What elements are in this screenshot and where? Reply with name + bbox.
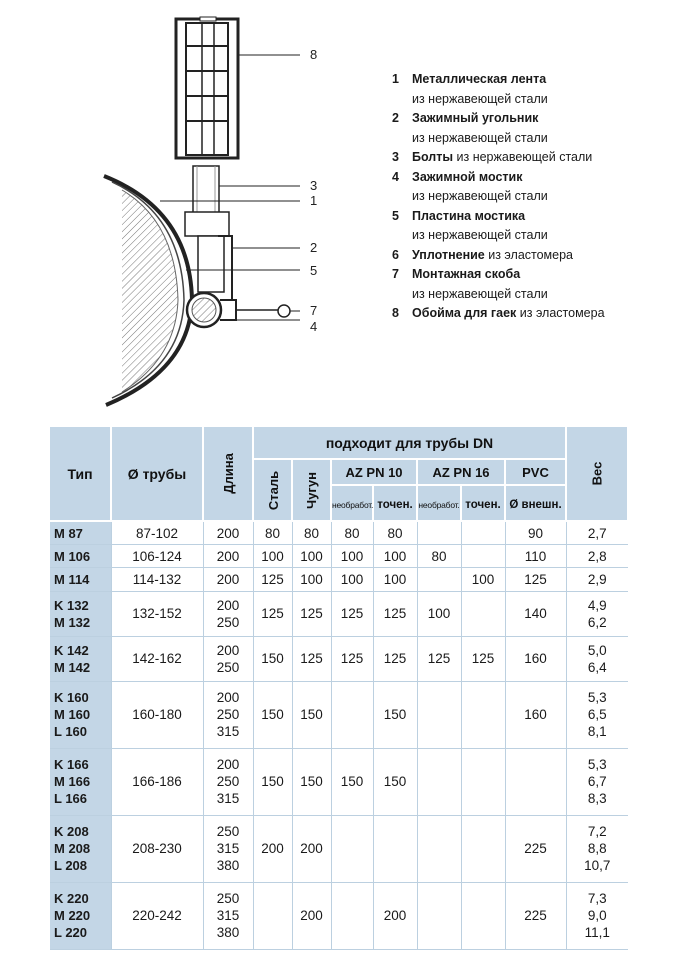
legend-item bbox=[392, 70, 605, 109]
clamp-diagram bbox=[0, 0, 380, 420]
cell-az16-ground bbox=[461, 882, 505, 949]
cell-az16-ground bbox=[461, 591, 505, 636]
cell-pvc: 225 bbox=[505, 882, 566, 949]
cell-az10-ground: 200 bbox=[373, 882, 417, 949]
type-value: M 160 bbox=[54, 707, 91, 723]
cell-weight bbox=[566, 591, 628, 636]
cell-length bbox=[203, 591, 253, 636]
legend-number: 8 bbox=[392, 306, 399, 320]
table-row bbox=[50, 568, 628, 591]
legend-item bbox=[392, 304, 605, 324]
callout-2: 2 bbox=[310, 240, 318, 255]
pipe-section-drawing bbox=[104, 176, 192, 405]
cell-pvc: 90 bbox=[505, 521, 566, 545]
cell-az10-unproc: 125 bbox=[331, 636, 373, 681]
parts-legend bbox=[392, 70, 605, 324]
cell-steel: 80 bbox=[253, 521, 292, 545]
spec-body bbox=[50, 521, 628, 950]
cell-cast: 150 bbox=[292, 681, 331, 748]
col-length: Длина bbox=[203, 427, 253, 521]
weight-value: 2,8 bbox=[587, 548, 607, 564]
type-value: L 208 bbox=[54, 858, 88, 874]
table-row bbox=[50, 882, 628, 949]
cell-steel: 150 bbox=[253, 681, 292, 748]
cell-steel bbox=[253, 882, 292, 949]
cell-az10-ground: 125 bbox=[373, 636, 417, 681]
table-row bbox=[50, 521, 628, 545]
legend-number: 1 bbox=[392, 72, 399, 86]
type-value: M 142 bbox=[54, 659, 91, 675]
cell-az16-unproc: 80 bbox=[417, 545, 461, 568]
type-value: K 160 bbox=[54, 690, 89, 706]
cell-weight bbox=[566, 748, 628, 815]
cell-type bbox=[50, 815, 111, 882]
cell-diam: 142-162 bbox=[111, 636, 203, 681]
cell-weight bbox=[566, 521, 628, 545]
type-value: M 220 bbox=[54, 908, 91, 924]
callout-8: 8 bbox=[310, 47, 318, 62]
cell-weight bbox=[566, 681, 628, 748]
weight-value: 11,1 bbox=[584, 925, 610, 941]
cell-az16-ground bbox=[461, 748, 505, 815]
weight-value: 2,9 bbox=[587, 571, 607, 587]
table-row bbox=[50, 636, 628, 681]
cell-cast: 125 bbox=[292, 591, 331, 636]
weight-value: 2,7 bbox=[587, 525, 607, 541]
cell-cast: 100 bbox=[292, 568, 331, 591]
legend-material: из нержавеющей стали bbox=[412, 130, 548, 145]
cell-az16-unproc bbox=[417, 815, 461, 882]
weight-value: 5,0 bbox=[587, 642, 607, 658]
legend-item bbox=[392, 265, 605, 304]
legend-material: из нержавеющей стали bbox=[412, 228, 548, 242]
cell-type bbox=[50, 636, 111, 681]
cell-weight bbox=[566, 815, 628, 882]
weight-value: 6,4 bbox=[587, 659, 607, 675]
legend-item bbox=[392, 148, 605, 168]
cell-az10-unproc: 80 bbox=[331, 521, 373, 545]
col-az16-unproc: необработ. bbox=[417, 485, 461, 521]
cell-type bbox=[50, 545, 111, 568]
length-value: 200 bbox=[216, 642, 240, 658]
col-az16: AZ PN 16 bbox=[417, 459, 505, 485]
length-value: 200 bbox=[216, 525, 240, 541]
cell-az10-unproc bbox=[331, 681, 373, 748]
callout-4: 4 bbox=[310, 319, 318, 334]
spec-table bbox=[50, 427, 629, 950]
weight-value: 6,2 bbox=[587, 614, 607, 630]
callout-5: 5 bbox=[310, 263, 318, 278]
type-value: M 106 bbox=[54, 548, 91, 564]
length-value: 315 bbox=[216, 841, 240, 857]
cell-length bbox=[203, 521, 253, 545]
cell-pvc: 140 bbox=[505, 591, 566, 636]
legend-material: из эластомера bbox=[516, 306, 605, 320]
legend-title: Металлическая лента bbox=[412, 72, 547, 86]
cell-az16-unproc bbox=[417, 748, 461, 815]
weight-value: 8,8 bbox=[587, 841, 607, 857]
cell-az16-ground: 125 bbox=[461, 636, 505, 681]
col-pvc: PVC bbox=[505, 459, 566, 485]
cell-length bbox=[203, 568, 253, 591]
cell-az10-ground: 150 bbox=[373, 748, 417, 815]
col-diam: Ø трубы bbox=[111, 427, 203, 521]
legend-title: Болты bbox=[412, 150, 454, 164]
legend-item bbox=[392, 207, 605, 246]
type-value: M 132 bbox=[54, 614, 91, 630]
cell-az16-unproc bbox=[417, 882, 461, 949]
cell-az16-ground bbox=[461, 681, 505, 748]
callout-3: 3 bbox=[310, 178, 318, 193]
cell-type bbox=[50, 681, 111, 748]
cell-steel: 125 bbox=[253, 591, 292, 636]
weight-value: 10,7 bbox=[584, 858, 611, 874]
type-value: K 132 bbox=[54, 597, 89, 613]
col-pvc-outer: Ø внешн. bbox=[505, 485, 566, 521]
cell-cast: 200 bbox=[292, 882, 331, 949]
length-value: 200 bbox=[216, 548, 240, 564]
weight-value: 8,3 bbox=[587, 791, 607, 807]
legend-material: из нержавеющей стали bbox=[453, 150, 593, 164]
length-value: 250 bbox=[216, 774, 240, 790]
cell-steel: 150 bbox=[253, 636, 292, 681]
cell-type bbox=[50, 882, 111, 949]
weight-value: 5,3 bbox=[587, 757, 607, 773]
nut-holder-drawing bbox=[176, 17, 300, 158]
cell-pvc: 125 bbox=[505, 568, 566, 591]
cell-pvc: 160 bbox=[505, 636, 566, 681]
legend-number: 6 bbox=[392, 247, 399, 262]
col-az10-ground: точен. bbox=[373, 485, 417, 521]
cell-az16-ground bbox=[461, 521, 505, 545]
cell-steel: 200 bbox=[253, 815, 292, 882]
cell-diam: 160-180 bbox=[111, 681, 203, 748]
legend-title: Зажимной мостик bbox=[412, 169, 523, 184]
cell-diam: 132-152 bbox=[111, 591, 203, 636]
length-value: 315 bbox=[216, 724, 240, 740]
length-value: 200 bbox=[216, 597, 240, 613]
legend-number: 3 bbox=[392, 150, 399, 164]
legend-item bbox=[392, 168, 605, 207]
cell-cast: 80 bbox=[292, 521, 331, 545]
cell-steel: 150 bbox=[253, 748, 292, 815]
col-az10: AZ PN 10 bbox=[331, 459, 417, 485]
cell-az10-unproc: 150 bbox=[331, 748, 373, 815]
type-value: M 114 bbox=[54, 571, 90, 587]
cell-pvc bbox=[505, 748, 566, 815]
legend-material: из нержавеющей стали bbox=[412, 286, 548, 301]
cell-pvc: 110 bbox=[505, 545, 566, 568]
col-az16-ground: точен. bbox=[461, 485, 505, 521]
cell-az16-ground bbox=[461, 815, 505, 882]
cell-az10-unproc: 100 bbox=[331, 545, 373, 568]
col-cast: Чугун bbox=[292, 459, 331, 521]
col-tip: Тип bbox=[50, 427, 111, 521]
type-value: K 220 bbox=[54, 891, 89, 907]
length-value: 250 bbox=[216, 891, 240, 907]
cell-az10-ground: 100 bbox=[373, 568, 417, 591]
cell-length bbox=[203, 748, 253, 815]
cell-az10-unproc bbox=[331, 815, 373, 882]
cell-cast: 100 bbox=[292, 545, 331, 568]
cell-az16-unproc bbox=[417, 521, 461, 545]
cell-diam: 166-186 bbox=[111, 748, 203, 815]
length-value: 250 bbox=[216, 707, 240, 723]
length-value: 315 bbox=[216, 908, 240, 924]
weight-value: 6,5 bbox=[587, 707, 607, 723]
type-value: L 166 bbox=[54, 791, 88, 807]
table-row bbox=[50, 681, 628, 748]
cell-length bbox=[203, 882, 253, 949]
legend-item bbox=[392, 109, 605, 148]
cell-az10-ground: 125 bbox=[373, 591, 417, 636]
cell-az16-unproc bbox=[417, 681, 461, 748]
table-row bbox=[50, 545, 628, 568]
legend-item bbox=[392, 246, 605, 266]
type-value: K 208 bbox=[54, 824, 89, 840]
cell-diam: 106-124 bbox=[111, 545, 203, 568]
cell-pvc: 225 bbox=[505, 815, 566, 882]
weight-value: 7,2 bbox=[587, 824, 607, 840]
cell-az16-unproc bbox=[417, 568, 461, 591]
legend-material: из эластомера bbox=[484, 247, 574, 262]
legend-title: Уплотнение bbox=[412, 247, 485, 262]
cell-az10-unproc bbox=[331, 882, 373, 949]
cell-length bbox=[203, 681, 253, 748]
cell-az16-ground: 100 bbox=[461, 568, 505, 591]
weight-value: 6,7 bbox=[587, 774, 607, 790]
legend-number: 2 bbox=[392, 111, 399, 125]
length-value: 250 bbox=[216, 614, 240, 630]
cell-cast: 150 bbox=[292, 748, 331, 815]
cell-type bbox=[50, 748, 111, 815]
weight-value: 4,9 bbox=[587, 597, 607, 613]
legend-material: из нержавеющей стали bbox=[412, 189, 548, 203]
cell-type bbox=[50, 521, 111, 545]
legend-number: 4 bbox=[392, 169, 399, 184]
legend-title: Зажимный угольник bbox=[412, 111, 539, 125]
cell-weight bbox=[566, 636, 628, 681]
cell-az10-ground: 80 bbox=[373, 521, 417, 545]
cell-az10-ground: 100 bbox=[373, 545, 417, 568]
legend-material: из нержавеющей стали bbox=[412, 91, 548, 106]
type-value: L 220 bbox=[54, 925, 88, 941]
table-row bbox=[50, 815, 628, 882]
cell-diam: 114-132 bbox=[111, 568, 203, 591]
type-value: M 166 bbox=[54, 774, 91, 790]
cell-cast: 125 bbox=[292, 636, 331, 681]
weight-value: 8,1 bbox=[587, 724, 607, 740]
type-value: K 166 bbox=[54, 757, 89, 773]
legend-number: 5 bbox=[392, 208, 399, 223]
col-az10-unproc: необработ. bbox=[331, 485, 373, 521]
legend-number: 7 bbox=[392, 267, 399, 281]
col-steel: Сталь bbox=[253, 459, 292, 521]
cell-weight bbox=[566, 568, 628, 591]
weight-value: 9,0 bbox=[587, 908, 607, 924]
col-fits: подходит для трубы DN bbox=[253, 427, 566, 459]
col-weight: Вес bbox=[566, 427, 628, 521]
cell-steel: 100 bbox=[253, 545, 292, 568]
weight-value: 7,3 bbox=[587, 891, 607, 907]
callout-7: 7 bbox=[310, 303, 318, 318]
legend-title: Монтажная скоба bbox=[412, 267, 521, 281]
length-value: 200 bbox=[216, 757, 240, 773]
cell-length bbox=[203, 636, 253, 681]
length-value: 200 bbox=[216, 690, 240, 706]
cell-az16-unproc: 125 bbox=[417, 636, 461, 681]
length-value: 250 bbox=[216, 659, 240, 675]
type-value: M 208 bbox=[54, 841, 91, 857]
type-value: M 87 bbox=[54, 525, 83, 541]
bolt-drawing bbox=[185, 166, 290, 327]
length-value: 200 bbox=[216, 571, 240, 587]
legend-title: Пластина мостика bbox=[412, 208, 526, 223]
table-row bbox=[50, 591, 628, 636]
length-value: 380 bbox=[216, 925, 240, 941]
cell-length bbox=[203, 545, 253, 568]
cell-az16-unproc: 100 bbox=[417, 591, 461, 636]
length-value: 250 bbox=[216, 824, 240, 840]
cell-az10-unproc: 125 bbox=[331, 591, 373, 636]
type-value: L 160 bbox=[54, 724, 88, 740]
cell-pvc: 160 bbox=[505, 681, 566, 748]
cell-az16-ground bbox=[461, 545, 505, 568]
cell-type bbox=[50, 591, 111, 636]
weight-value: 5,3 bbox=[587, 690, 607, 706]
cell-cast: 200 bbox=[292, 815, 331, 882]
cell-diam: 220-242 bbox=[111, 882, 203, 949]
cell-length bbox=[203, 815, 253, 882]
callout-1: 1 bbox=[310, 193, 318, 208]
cell-az10-unproc: 100 bbox=[331, 568, 373, 591]
cell-az10-ground: 150 bbox=[373, 681, 417, 748]
cell-diam: 87-102 bbox=[111, 521, 203, 545]
length-value: 315 bbox=[216, 791, 240, 807]
length-value: 380 bbox=[216, 858, 240, 874]
type-value: K 142 bbox=[54, 642, 89, 658]
cell-type bbox=[50, 568, 111, 591]
legend-title: Обойма для гаек bbox=[412, 306, 517, 320]
cell-steel: 125 bbox=[253, 568, 292, 591]
cell-weight bbox=[566, 545, 628, 568]
cell-weight bbox=[566, 882, 628, 949]
table-row bbox=[50, 748, 628, 815]
cell-diam: 208-230 bbox=[111, 815, 203, 882]
cell-az10-ground bbox=[373, 815, 417, 882]
